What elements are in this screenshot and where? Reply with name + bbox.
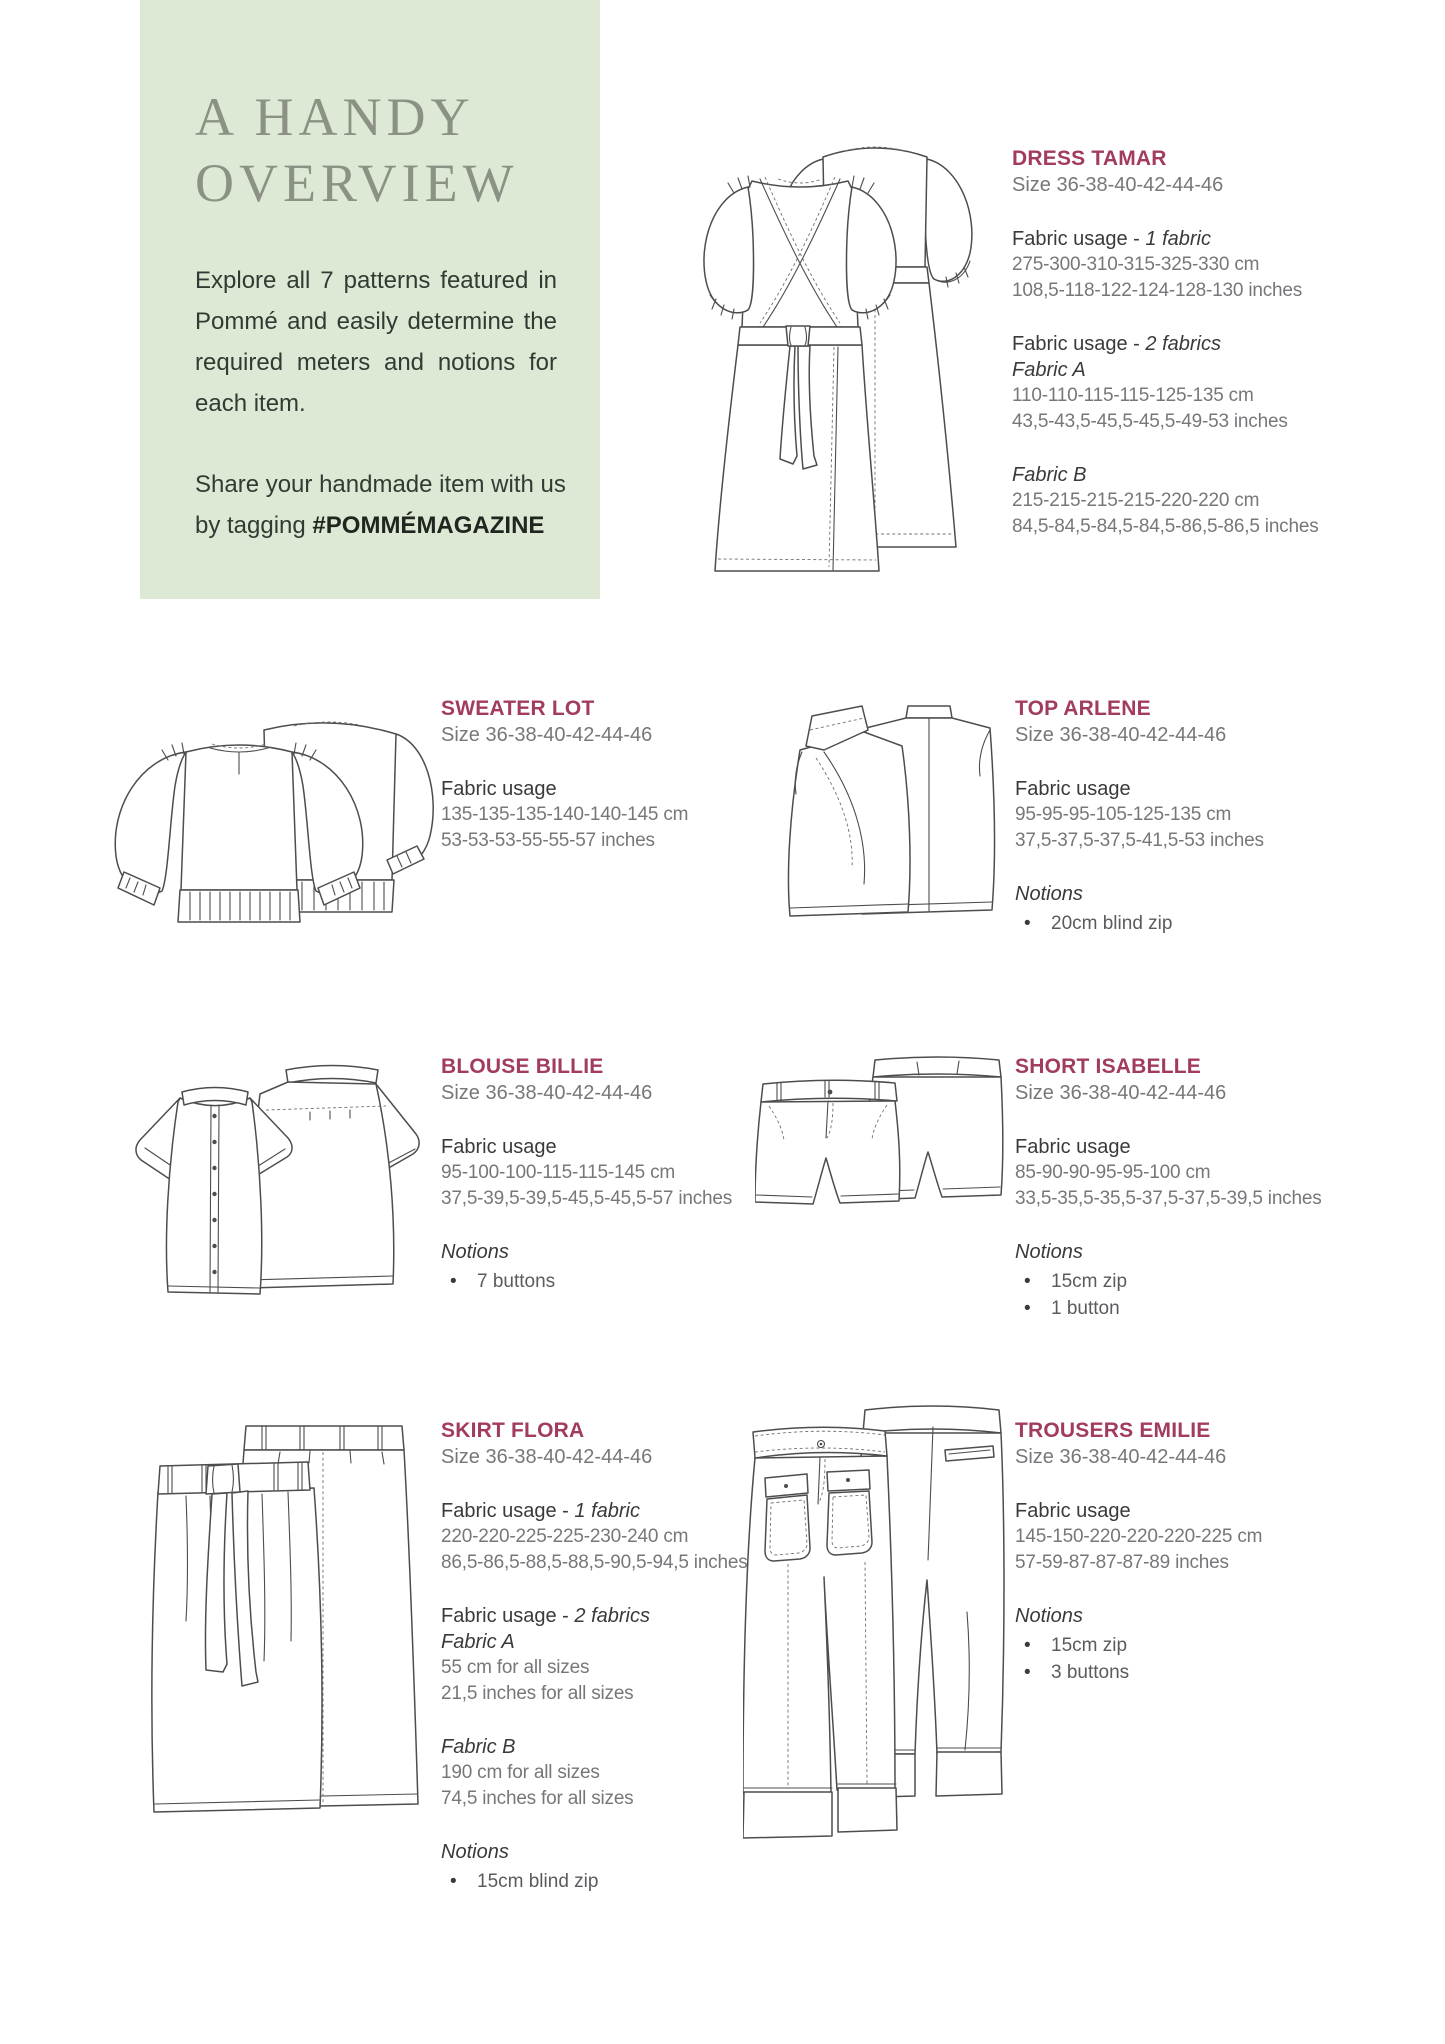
pattern-sizes: Size 36-38-40-42-44-46 bbox=[1015, 1446, 1227, 1468]
pattern-title: SHORT ISABELLE bbox=[1015, 1055, 1201, 1078]
share-prefix: Share your handmade item with us by tagging bbox=[195, 471, 566, 539]
fabric-usage-block bbox=[1015, 776, 1349, 854]
pattern-sizes: Size 36-38-40-42-44-46 bbox=[441, 724, 653, 746]
fabric-usage-variant: 1 fabric bbox=[574, 1500, 640, 1522]
fabric-a-label: Fabric A bbox=[441, 1631, 515, 1653]
fabric-usage-block bbox=[441, 1134, 775, 1212]
fabric-usage-cm: 95-95-95-105-125-135 cm bbox=[1015, 804, 1232, 825]
hashtag: #POMMÉMAGAZINE bbox=[312, 512, 545, 539]
top-arlene-illustration bbox=[762, 700, 1002, 945]
share-text bbox=[195, 464, 575, 546]
fabric-usage-inches: 33,5-35,5-35,5-37,5-37,5-39,5 inches bbox=[1015, 1188, 1322, 1209]
pattern-title: TOP ARLENE bbox=[1015, 697, 1151, 720]
notions-label: Notions bbox=[1015, 1605, 1083, 1627]
notion-item: • 3 buttons bbox=[1015, 1659, 1349, 1686]
notion-item: • 15cm zip bbox=[1015, 1268, 1349, 1295]
fabric-b-cm: 190 cm for all sizes bbox=[441, 1762, 600, 1783]
skirt-flora-illustration bbox=[150, 1416, 425, 1821]
fabric-usage-inches: 37,5-37,5-37,5-41,5-53 inches bbox=[1015, 830, 1264, 851]
dress-tamar-illustration bbox=[690, 115, 982, 593]
fabric-a-inches: 21,5 inches for all sizes bbox=[441, 1683, 634, 1704]
notion-item: • 15cm zip bbox=[1015, 1632, 1349, 1659]
fabric-usage-inches: 86,5-86,5-88,5-88,5-90,5-94,5 inches bbox=[441, 1552, 748, 1573]
fabric-a-inches: 43,5-43,5-45,5-45,5-49-53 inches bbox=[1012, 411, 1288, 432]
notions-block bbox=[1015, 881, 1349, 937]
fabric-b-label: Fabric B bbox=[441, 1736, 516, 1758]
page-title bbox=[195, 84, 556, 216]
fabric-usage-label: Fabric usage bbox=[441, 778, 557, 800]
fabric-usage-label: Fabric usage bbox=[1015, 1500, 1131, 1522]
fabric-usage-block bbox=[1015, 1134, 1349, 1212]
pattern-info-sweater-lot bbox=[441, 696, 775, 854]
pattern-info-blouse-billie bbox=[441, 1054, 775, 1295]
notion-item: • 1 button bbox=[1015, 1295, 1349, 1322]
pattern-info-top-arlene bbox=[1015, 696, 1349, 937]
fabric-usage-label bbox=[1012, 226, 1346, 252]
pattern-sizes: Size 36-38-40-42-44-46 bbox=[1015, 724, 1227, 746]
fabric-usage-text: Fabric usage - bbox=[1012, 228, 1146, 250]
notions-label: Notions bbox=[441, 1241, 509, 1263]
fabric-usage-cm: 220-220-225-225-230-240 cm bbox=[441, 1526, 689, 1547]
pattern-title: SKIRT FLORA bbox=[441, 1419, 585, 1442]
pattern-sizes: Size 36-38-40-42-44-46 bbox=[441, 1446, 653, 1468]
trousers-emilie-illustration bbox=[743, 1402, 1015, 1864]
fabric-usage-cm: 95-100-100-115-115-145 cm bbox=[441, 1162, 676, 1183]
fabric-usage-text: Fabric usage - bbox=[441, 1500, 575, 1522]
pattern-title: BLOUSE BILLIE bbox=[441, 1055, 604, 1078]
notions-block bbox=[441, 1839, 775, 1895]
fabric-usage-text: Fabric usage - bbox=[1012, 333, 1146, 355]
notions-block bbox=[1015, 1603, 1349, 1686]
fabric-usage-variant: 2 fabrics bbox=[574, 1605, 650, 1627]
page-title-line-1: A HANDY bbox=[195, 87, 475, 147]
fabric-usage-cm: 275-300-310-315-325-330 cm bbox=[1012, 254, 1260, 275]
fabric-usage-label: Fabric usage bbox=[1015, 778, 1131, 800]
fabric-a-cm: 110-110-115-115-125-135 cm bbox=[1012, 385, 1254, 406]
fabric-usage-variant: 1 fabric bbox=[1145, 228, 1211, 250]
fabric-b-cm: 215-215-215-215-220-220 cm bbox=[1012, 490, 1260, 511]
fabric-b-block bbox=[1012, 462, 1346, 540]
fabric-usage-block bbox=[441, 776, 775, 854]
fabric-usage-one-fabric bbox=[441, 1498, 775, 1576]
fabric-usage-text: Fabric usage - bbox=[441, 1605, 575, 1627]
pattern-title: TROUSERS EMILIE bbox=[1015, 1419, 1211, 1442]
fabric-usage-cm: 135-135-135-140-140-145 cm bbox=[441, 804, 689, 825]
pattern-sizes: Size 36-38-40-42-44-46 bbox=[1015, 1082, 1227, 1104]
pattern-sizes: Size 36-38-40-42-44-46 bbox=[1012, 174, 1224, 196]
notion-item: • 20cm blind zip bbox=[1015, 910, 1349, 937]
notions-list bbox=[441, 1868, 775, 1895]
notions-block bbox=[441, 1239, 775, 1295]
pattern-info-trousers-emilie bbox=[1015, 1418, 1349, 1686]
pattern-info-short-isabelle bbox=[1015, 1054, 1349, 1322]
sweater-lot-illustration bbox=[98, 698, 438, 953]
fabric-usage-label bbox=[441, 1603, 775, 1629]
pattern-title: SWEATER LOT bbox=[441, 697, 595, 720]
intro-panel bbox=[140, 0, 600, 599]
page-title-line-2: OVERVIEW bbox=[195, 153, 519, 213]
fabric-usage-cm: 145-150-220-220-220-225 cm bbox=[1015, 1526, 1263, 1547]
intro-paragraph: Explore all 7 patterns featured in Pommé and easily determine the required meters and notions for each item. bbox=[195, 267, 557, 417]
blouse-billie-illustration bbox=[110, 1056, 425, 1306]
notions-list bbox=[1015, 1632, 1349, 1686]
fabric-usage-one-fabric bbox=[1012, 226, 1346, 304]
notions-list bbox=[1015, 910, 1349, 937]
fabric-usage-inches: 108,5-118-122-124-128-130 inches bbox=[1012, 280, 1303, 301]
fabric-usage-label bbox=[1012, 331, 1346, 357]
notions-label: Notions bbox=[1015, 883, 1083, 905]
fabric-usage-label: Fabric usage bbox=[441, 1136, 557, 1158]
notions-list bbox=[1015, 1268, 1349, 1322]
fabric-b-block bbox=[441, 1734, 775, 1812]
fabric-usage-cm: 85-90-90-95-95-100 cm bbox=[1015, 1162, 1211, 1183]
fabric-usage-two-fabrics bbox=[441, 1603, 775, 1707]
pattern-sizes: Size 36-38-40-42-44-46 bbox=[441, 1082, 653, 1104]
notions-label: Notions bbox=[1015, 1241, 1083, 1263]
fabric-usage-block bbox=[1015, 1498, 1349, 1576]
fabric-a-cm: 55 cm for all sizes bbox=[441, 1657, 590, 1678]
fabric-b-inches: 84,5-84,5-84,5-84,5-86,5-86,5 inches bbox=[1012, 516, 1319, 537]
fabric-b-inches: 74,5 inches for all sizes bbox=[441, 1788, 634, 1809]
fabric-a-label: Fabric A bbox=[1012, 359, 1086, 381]
pattern-info-dress-tamar bbox=[1012, 146, 1346, 540]
fabric-usage-variant: 2 fabrics bbox=[1145, 333, 1221, 355]
notion-item: • 15cm blind zip bbox=[441, 1868, 775, 1895]
fabric-b-label: Fabric B bbox=[1012, 464, 1087, 486]
notions-label: Notions bbox=[441, 1841, 509, 1863]
fabric-usage-inches: 57-59-87-87-87-89 inches bbox=[1015, 1552, 1229, 1573]
notions-list bbox=[441, 1268, 775, 1295]
pattern-title: DRESS TAMAR bbox=[1012, 147, 1167, 170]
notion-item: • 7 buttons bbox=[441, 1268, 775, 1295]
fabric-usage-label bbox=[441, 1498, 775, 1524]
fabric-usage-inches: 53-53-53-55-55-57 inches bbox=[441, 830, 655, 851]
fabric-usage-inches: 37,5-39,5-39,5-45,5-45,5-57 inches bbox=[441, 1188, 733, 1209]
notions-block bbox=[1015, 1239, 1349, 1322]
fabric-usage-label: Fabric usage bbox=[1015, 1136, 1131, 1158]
fabric-usage-two-fabrics bbox=[1012, 331, 1346, 435]
pattern-info-skirt-flora bbox=[441, 1418, 775, 1895]
short-isabelle-illustration bbox=[755, 1050, 1005, 1245]
